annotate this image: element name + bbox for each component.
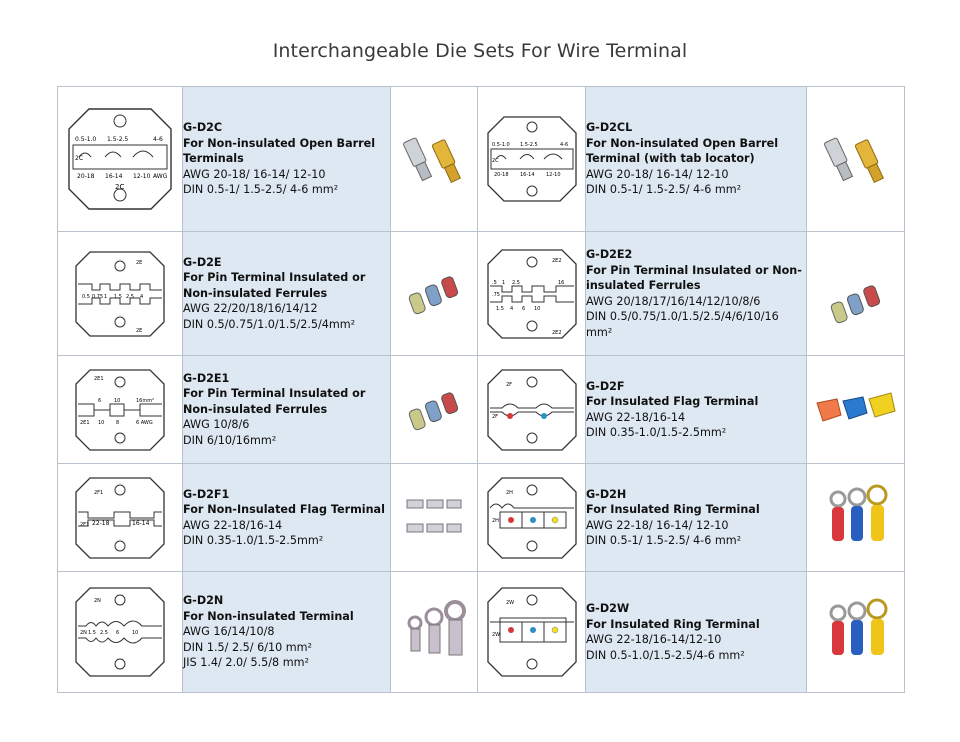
ferrules-icon — [821, 254, 891, 334]
die-spec-din: DIN 0.5/0.75/1.0/1.5/2.5/4/6/10/16 mm² — [586, 310, 779, 339]
die-code: G-D2W — [586, 602, 630, 615]
die-label: 1.5-2.5 — [107, 136, 129, 143]
die-icon — [482, 244, 582, 344]
die-spec-awg: AWG 22-18/16-14 — [586, 410, 686, 424]
die-label: 2F1 — [80, 521, 90, 528]
die-label: 6 — [116, 630, 120, 636]
die-label: 2.5 — [511, 279, 520, 286]
die-label: 2N — [94, 598, 101, 604]
die-diagram-g-d2f — [478, 356, 586, 464]
die-label: 12-10 — [133, 173, 151, 180]
die-set-table — [57, 86, 905, 693]
die-label: 2E2 — [551, 329, 562, 336]
product-image-g-d2e — [391, 232, 478, 356]
die-label: .75 — [491, 291, 500, 298]
die-label: 22-18 — [92, 519, 110, 527]
die-spec-awg: AWG 22-18/16-14 — [183, 518, 283, 532]
die-spec-din: DIN 0.5-1/ 1.5-2.5/ 4-6 mm² — [586, 534, 742, 547]
die-description: For Non-insulated Open Barrel Terminals — [183, 136, 376, 166]
die-icon — [70, 364, 170, 456]
die-label: 2F — [505, 381, 512, 388]
die-label: 2N — [80, 630, 87, 636]
die-diagram-g-d2n — [58, 572, 183, 693]
ferrules-icon — [399, 269, 469, 319]
die-diagram-g-d2cl — [478, 87, 586, 232]
die-label: 4 — [140, 293, 144, 300]
die-label: 2.5 — [100, 630, 108, 636]
die-label: 2E — [136, 327, 143, 334]
ferrules-icon — [399, 385, 469, 435]
die-spec-awg: AWG 20/18/17/16/14/12/10/8/6 — [586, 294, 761, 308]
die-icon — [482, 364, 582, 456]
die-code: G-D2CL — [586, 121, 633, 135]
die-code: G-D2F — [586, 379, 625, 393]
die-label: 2W — [505, 600, 514, 606]
die-label: .5 — [491, 279, 497, 286]
die-spec-awg: AWG 22-18/ 16-14/ 12-10 — [586, 518, 729, 532]
die-code: G-D2N — [183, 594, 224, 608]
die-label: 2H — [505, 489, 513, 496]
die-diagram-g-d2e — [58, 232, 183, 356]
die-description: For Insulated Ring Terminal — [586, 503, 760, 516]
die-description: For Non-insulated Terminal — [183, 609, 354, 623]
die-label: 1 — [104, 293, 108, 300]
die-label: 2E — [136, 259, 143, 266]
die-diagram-g-d2c — [58, 87, 183, 232]
die-info-g-d2cl — [586, 87, 807, 232]
die-label: 2W — [491, 632, 500, 638]
die-spec-din: DIN 6/10/16mm² — [183, 433, 277, 447]
die-label: 2F1 — [94, 489, 104, 496]
insulated-flag-terminal-icon — [811, 385, 901, 435]
die-label: 1.5-2.5 — [519, 142, 538, 148]
die-label: 0.5-1.0 — [75, 136, 97, 143]
die-label: 4 — [509, 305, 513, 312]
insulated-ring-terminal-icon — [821, 483, 891, 553]
die-label: 10 — [114, 397, 121, 404]
die-label: 12-10 — [545, 172, 561, 178]
die-icon — [70, 472, 170, 564]
die-label: 1.5 — [495, 305, 504, 312]
product-image-g-d2c — [391, 87, 478, 232]
open-barrel-terminal-icon — [399, 124, 469, 194]
die-diagram-g-d2w — [478, 572, 586, 693]
die-label: 16mm² — [136, 397, 155, 404]
die-code: G-D2C — [183, 121, 223, 135]
die-info-g-d2f1 — [183, 464, 391, 572]
die-diagram-g-d2e2 — [478, 232, 586, 356]
die-label: 0.5 — [82, 293, 90, 300]
table-row — [58, 356, 905, 464]
product-image-g-d2e2 — [807, 232, 905, 356]
die-spec-awg: AWG 22/20/18/16/14/12 — [183, 302, 318, 316]
die-icon — [61, 99, 179, 219]
die-label: 6 AWG — [136, 419, 153, 426]
table-row — [58, 232, 905, 356]
die-diagram-g-d2e1 — [58, 356, 183, 464]
die-spec-awg: AWG 10/8/6 — [183, 418, 250, 432]
die-code: G-D2E2 — [586, 248, 633, 261]
die-description: For Non-Insulated Flag Terminal — [183, 503, 385, 516]
page-title: Interchangeable Die Sets For Wire Terminal — [272, 40, 688, 62]
die-label: 2C — [491, 158, 499, 164]
die-label: 20-18 — [77, 173, 95, 180]
die-label: AWG — [153, 173, 168, 180]
die-info-g-d2e2 — [586, 232, 807, 356]
die-label: 6 — [98, 397, 102, 404]
die-label: 1 — [501, 279, 505, 286]
die-label: 2H — [491, 517, 499, 524]
product-image-g-d2f1 — [391, 464, 478, 572]
die-description: For Insulated Ring Terminal — [586, 617, 760, 631]
die-description: For Pin Terminal Insulated or Non-insulated Ferrules — [183, 387, 366, 416]
die-label: 16-14 — [519, 172, 535, 178]
die-spec-awg: AWG 20-18/ 16-14/ 12-10 — [586, 167, 729, 181]
die-icon — [482, 472, 582, 564]
die-label: 16-14 — [105, 173, 123, 180]
die-info-g-d2h — [586, 464, 807, 572]
die-spec-din: DIN 0.5/0.75/1.0/1.5/2.5/4mm² — [183, 317, 356, 331]
product-image-g-d2f — [807, 356, 905, 464]
insulated-ring-terminal-icon — [821, 597, 891, 667]
die-spec-din: DIN 0.35-1.0/1.5-2.5mm² — [586, 426, 727, 439]
die-label: 8 — [116, 419, 120, 426]
die-diagram-g-d2f1 — [58, 464, 183, 572]
die-icon — [482, 582, 582, 682]
die-label: 2.5 — [126, 293, 134, 300]
die-info-g-d2f — [586, 356, 807, 464]
die-description: For Non-insulated Open Barrel Terminal (with tab locator) — [586, 136, 779, 166]
die-label: 0.75 — [92, 293, 104, 300]
die-label: 16-14 — [132, 519, 150, 527]
die-spec-awg: AWG 22-18/16-14/12-10 — [586, 633, 722, 646]
die-spec-din: DIN 1.5/ 2.5/ 6/10 mm² — [183, 640, 313, 654]
open-barrel-terminal-icon — [816, 124, 896, 194]
die-label: 20-18 — [493, 172, 509, 178]
die-info-g-d2e — [183, 232, 391, 356]
die-label: 2C — [75, 155, 84, 162]
die-label: 2E1 — [80, 419, 90, 426]
table-row — [58, 464, 905, 572]
die-spec-din: DIN 0.5-1/ 1.5-2.5/ 4-6 mm² — [586, 183, 742, 197]
die-spec-jis: JIS 1.4/ 2.0/ 5.5/8 mm² — [183, 656, 310, 670]
die-label: 16 — [557, 279, 564, 286]
die-description: For Insulated Flag Terminal — [586, 395, 759, 408]
die-label: 4-6 — [153, 136, 163, 143]
die-spec-din: DIN 0.5-1.0/1.5-2.5/4-6 mm² — [586, 648, 745, 662]
die-code: G-D2F1 — [183, 487, 230, 501]
die-spec-din: DIN 0.35-1.0/1.5-2.5mm² — [183, 534, 324, 547]
product-image-g-d2w — [807, 572, 905, 693]
die-label: 1.5 — [114, 293, 122, 300]
non-insulated-flag-terminal-icon — [399, 488, 469, 548]
die-label: 4-6 — [559, 142, 568, 148]
die-label: 10 — [98, 419, 105, 426]
die-spec-awg: AWG 16/14/10/8 — [183, 625, 275, 639]
die-info-g-d2e1 — [183, 356, 391, 464]
die-diagram-g-d2h — [478, 464, 586, 572]
die-icon — [70, 582, 170, 682]
non-insulated-ring-terminal-icon — [399, 597, 469, 667]
die-spec-awg: AWG 20-18/ 16-14/ 12-10 — [183, 167, 326, 181]
product-image-g-d2e1 — [391, 356, 478, 464]
table-row — [58, 87, 905, 232]
die-info-g-d2w — [586, 572, 807, 693]
die-label: 2E1 — [94, 375, 104, 382]
die-label: 2E2 — [551, 257, 562, 264]
table-row — [58, 572, 905, 693]
die-code: G-D2E1 — [183, 371, 230, 385]
product-image-g-d2h — [807, 464, 905, 572]
die-label: 0.5-1.0 — [491, 142, 510, 148]
die-description: For Pin Terminal Insulated or Non-insulated Ferrules — [183, 271, 366, 300]
die-info-g-d2c — [183, 87, 391, 232]
die-label: 10 — [132, 630, 139, 636]
die-label: 10 — [533, 305, 540, 312]
die-label: 1.5 — [88, 630, 96, 636]
product-image-g-d2n — [391, 572, 478, 693]
die-spec-din: DIN 0.5-1/ 1.5-2.5/ 4-6 mm² — [183, 183, 339, 197]
die-icon — [70, 246, 170, 342]
product-image-g-d2cl — [807, 87, 905, 232]
die-label: 6 — [521, 305, 525, 312]
die-label: 2F — [491, 413, 498, 420]
die-label: 2C — [115, 183, 125, 191]
die-info-g-d2n — [183, 572, 391, 693]
die-icon — [482, 109, 582, 209]
die-description: For Pin Terminal Insulated or Non-insulated Ferrules — [586, 263, 802, 292]
die-code: G-D2E — [183, 255, 222, 269]
die-code: G-D2H — [586, 487, 627, 501]
